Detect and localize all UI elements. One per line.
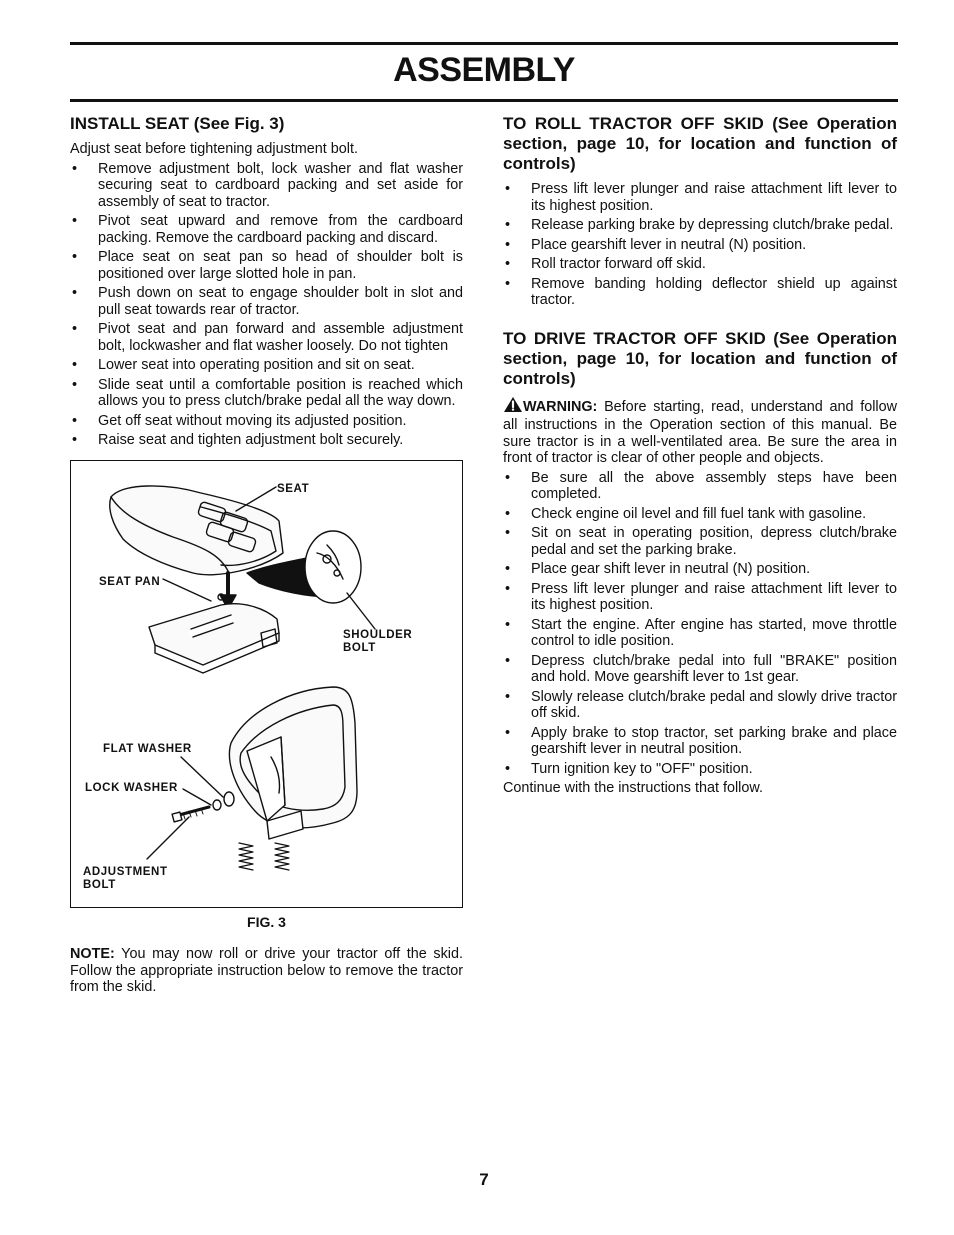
list-item: • Pivot seat upward and remove from the cardboard packing. Remove the cardboard packing and discard.: [70, 213, 463, 246]
warning-text: Before starting, read, understand and follow all instructions in the Operation section of this manual. Be sure tractor is in a well-ventilated area. Be sure the area in front of tractor is clear of other people and objects.: [503, 398, 897, 466]
list-item: • Place gear shift lever in neutral (N) position.: [503, 561, 897, 578]
seat-assembly-illustration: [71, 461, 462, 907]
callout-adjustment-bolt-line1: ADJUSTMENT: [83, 865, 168, 878]
callout-flat-washer: FLAT WASHER: [103, 742, 192, 755]
list-item: • Release parking brake by depressing clutch/brake pedal.: [503, 217, 897, 234]
list-item: • Slide seat until a comfortable position is reached which allows you to press clutch/brake pedal all the way down.: [70, 377, 463, 410]
roll-off-heading: TO ROLL TRACTOR OFF SKID (See Operation section, page 10, for location and function of controls): [503, 114, 897, 173]
left-column: [70, 114, 463, 996]
list-item: • Be sure all the above assembly steps have been completed.: [503, 470, 897, 503]
list-item: • Press lift lever plunger and raise attachment lift lever to its highest position.: [503, 181, 897, 214]
note-label: NOTE:: [70, 946, 115, 962]
note-paragraph: [70, 946, 463, 996]
page-number: 7: [479, 1170, 489, 1189]
warning-label: WARNING:: [523, 398, 598, 415]
list-item: • Pivot seat and pan forward and assemble adjustment bolt, lockwasher and flat washer loosely. Do not tighten: [70, 321, 463, 354]
list-item: • Start the engine. After engine has started, move throttle control to idle position.: [503, 617, 897, 650]
figure-caption: FIG. 3: [247, 913, 286, 930]
right-column: [503, 114, 897, 797]
seat-assembly-figure: [70, 460, 463, 908]
list-item: • Push down on seat to engage shoulder bolt in slot and pull seat towards rear of tractor.: [70, 285, 463, 318]
callout-shoulder-bolt-line2: BOLT: [343, 641, 376, 654]
drive-off-closing: Continue with the instructions that follow.: [503, 780, 763, 796]
header-rule-top: [70, 42, 898, 45]
drive-off-steps: [503, 470, 897, 778]
install-seat-heading: INSTALL SEAT (See Fig. 3): [70, 114, 285, 133]
callout-adjustment-bolt-line2: BOLT: [83, 878, 116, 891]
list-item: • Roll tractor forward off skid.: [503, 256, 897, 273]
list-item: • Sit on seat in operating position, depress clutch/brake pedal and set the parking brake.: [503, 525, 897, 558]
callout-seat: SEAT: [277, 482, 310, 495]
install-seat-intro: Adjust seat before tightening adjustment bolt.: [70, 141, 358, 157]
list-item: • Depress clutch/brake pedal into full "BRAKE" position and hold. Move gearshift lever to 1st gear.: [503, 653, 897, 686]
callout-lock-washer: LOCK WASHER: [85, 781, 178, 794]
list-item: • Check engine oil level and fill fuel tank with gasoline.: [503, 506, 897, 523]
list-item: • Lower seat into operating position and sit on seat.: [70, 357, 463, 374]
warning-triangle-icon: [503, 396, 523, 418]
callout-shoulder-bolt-line1: SHOULDER: [343, 628, 413, 641]
list-item: • Turn ignition key to "OFF" position.: [503, 761, 897, 778]
list-item: • Get off seat without moving its adjusted position.: [70, 413, 463, 430]
roll-off-steps: [503, 181, 897, 309]
callout-seat-pan: SEAT PAN: [99, 575, 161, 588]
list-item: • Apply brake to stop tractor, set parking brake and place gearshift lever in neutral position.: [503, 725, 897, 758]
header-rule-bottom: [70, 99, 898, 102]
list-item: • Remove adjustment bolt, lock washer and flat washer securing seat to cardboard packing and set aside for assembly of seat to tractor.: [70, 161, 463, 211]
list-item: • Place seat on seat pan so head of shoulder bolt is positioned over large slotted hole in pan.: [70, 249, 463, 282]
page-title: ASSEMBLY: [393, 51, 575, 89]
drive-off-section: [503, 329, 897, 797]
list-item: • Raise seat and tighten adjustment bolt securely.: [70, 432, 463, 449]
install-seat-steps: [70, 161, 463, 449]
drive-off-heading: TO DRIVE TRACTOR OFF SKID (See Operation section, page 10, for location and function of controls): [503, 328, 897, 388]
note-text: You may now roll or drive your tractor off the skid. Follow the appropriate instruction below to remove the tractor from the skid.: [70, 946, 463, 995]
list-item: • Remove banding holding deflector shield up against tractor.: [503, 276, 897, 309]
list-item: • Slowly release clutch/brake pedal and slowly drive tractor off skid.: [503, 689, 897, 722]
warning-paragraph: [503, 396, 897, 467]
list-item: • Place gearshift lever in neutral (N) position.: [503, 237, 897, 254]
list-item: • Press lift lever plunger and raise attachment lift lever to its highest position.: [503, 581, 897, 614]
